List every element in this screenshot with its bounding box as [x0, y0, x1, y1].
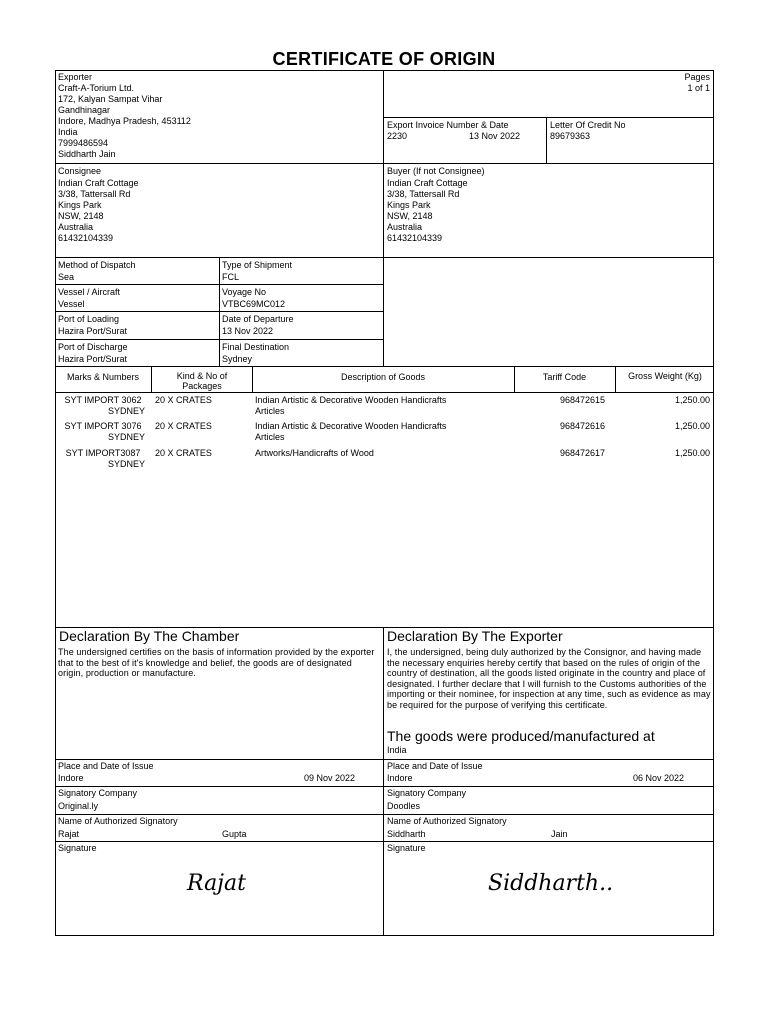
chamber-first-name: Rajat — [58, 829, 80, 839]
goods-col-4 — [615, 366, 616, 393]
produced-label: The goods were produced/manufactured at — [387, 728, 655, 744]
type-value: FCL — [222, 272, 240, 282]
document-title: CERTIFICATE OF ORIGIN — [272, 49, 496, 69]
chamber-signature-label: Signature — [58, 843, 97, 853]
exporter-company: Doodles — [387, 801, 421, 811]
credit-label: Letter Of Credit No — [550, 120, 626, 130]
buyer-label: Buyer (If not Consignee) — [387, 166, 485, 176]
invoice-date: 13 Nov 2022 — [469, 131, 521, 141]
divider-ship-col — [219, 257, 220, 367]
pages-value: 1 of 1 — [687, 83, 710, 93]
consignee-line-4: NSW, 2148 — [58, 211, 104, 221]
method-label: Method of Dispatch — [58, 260, 136, 270]
exporter-name-label: Name of Authorized Signatory — [387, 816, 507, 826]
goods-row-3-marks-city: SYDNEY — [108, 459, 146, 469]
invoice-number: 2230 — [387, 131, 408, 141]
departure-label: Date of Departure — [222, 314, 294, 324]
exporter-line-3: Gandhinagar — [58, 105, 111, 115]
buyer-line-3: Kings Park — [387, 200, 431, 210]
chamber-heading: Declaration By The Chamber — [59, 628, 240, 644]
discharge-value: Hazira Port/Surat — [58, 354, 128, 364]
exporter-line-6: 7999486594 — [58, 138, 109, 148]
consignee-line-2: 3/38, Tattersall Rd — [58, 189, 131, 199]
form-top-frame — [55, 70, 714, 367]
goods-row-2-kind: 20 X CRATES — [155, 421, 212, 431]
exporter-place: Indore — [387, 773, 413, 783]
buyer-line-6: 61432104339 — [387, 233, 443, 243]
goods-row-2-marks: SYT IMPORT 3076 — [64, 421, 142, 431]
vessel-value: Vessel — [58, 299, 85, 309]
exporter-line-4: Indore, Madhya Pradesh, 453112 — [58, 116, 191, 126]
goods-header-kind: Kind & No of Packages — [176, 371, 228, 391]
goods-row-3-weight: 1,250.00 — [674, 448, 710, 458]
consignee-label: Consignee — [58, 166, 102, 176]
voyage-label: Voyage No — [222, 287, 267, 297]
loading-value: Hazira Port/Surat — [58, 326, 128, 336]
exporter-decl-heading: Declaration By The Exporter — [387, 628, 563, 644]
pages-label: Pages — [684, 72, 710, 82]
exporter-line-1: Craft-A-Torium Ltd. — [58, 83, 135, 93]
goods-row-2-tariff: 968472616 — [560, 421, 606, 431]
exporter-last-name: Jain — [551, 829, 568, 839]
goods-header-desc: Description of Goods — [340, 372, 426, 382]
divider-invoice-credit — [546, 117, 547, 163]
exporter-line-5: India — [58, 127, 78, 137]
chamber-place: Indore — [58, 773, 84, 783]
buyer-line-4: NSW, 2148 — [387, 211, 433, 221]
discharge-label: Port of Discharge — [58, 342, 128, 352]
voyage-value: VTBC69MC012 — [222, 299, 286, 309]
destination-value: Sydney — [222, 354, 253, 364]
goods-row-1-kind: 20 X CRATES — [155, 395, 212, 405]
divider-place-top — [55, 759, 714, 760]
divider-company-top — [55, 786, 714, 787]
vessel-label: Vessel / Aircraft — [58, 287, 121, 297]
chamber-text: The undersigned certifies on the basis of information provided by the exporter that to the best of it's knowledge and belief, the goods are of designated origin, production or manufacture. — [58, 647, 375, 679]
method-value: Sea — [58, 272, 75, 282]
divider-invoice-top — [383, 117, 714, 118]
exporter-signature: Siddharth.. — [488, 871, 614, 896]
exporter-signature-label: Signature — [387, 843, 426, 853]
chamber-company: Original.ly — [58, 801, 99, 811]
departure-value: 13 Nov 2022 — [222, 326, 274, 336]
type-label: Type of Shipment — [222, 260, 293, 270]
consignee-line-1: Indian Craft Cottage — [58, 178, 139, 188]
goods-row-3-kind: 20 X CRATES — [155, 448, 212, 458]
exporter-decl-text: I, the undersigned, being duly authorized by the Consignor, and having made the necessary enquiries hereby certify that based on the rules of origin of the country of destination, all the goods listed originate in the country and place of designated. I further declare that I will furnish to the Customs authorities of the importing or their nominee, for inspection at any time, such as evidence as may be required for the purpose of verifying this certificate. — [387, 647, 711, 710]
exporter-label: Exporter — [58, 72, 93, 82]
goods-header-marks: Marks & Numbers — [66, 372, 139, 382]
consignee-line-5: Australia — [58, 222, 94, 232]
invoice-label: Export Invoice Number & Date — [387, 120, 509, 130]
consignee-line-3: Kings Park — [58, 200, 102, 210]
divider-shipping-top — [55, 257, 714, 258]
goods-row-3-tariff: 968472617 — [560, 448, 606, 458]
goods-row-2-weight: 1,250.00 — [674, 421, 710, 431]
goods-row-1-tariff: 968472615 — [560, 395, 606, 405]
goods-row-3-desc: Artworks/Handicrafts of Wood — [255, 448, 374, 458]
goods-row-1-weight: 1,250.00 — [674, 395, 710, 405]
exporter-date: 06 Nov 2022 — [633, 773, 685, 783]
exporter-line-2: 172, Kalyan Sampat Vihar — [58, 94, 163, 104]
goods-row-2-desc-2: Articles — [255, 432, 285, 442]
chamber-last-name: Gupta — [222, 829, 247, 839]
goods-row-2-desc: Indian Artistic & Decorative Wooden Handicrafts — [255, 421, 447, 431]
divider-consignee-top — [55, 163, 714, 164]
credit-value: 89679363 — [550, 131, 591, 141]
buyer-line-2: 3/38, Tattersall Rd — [387, 189, 460, 199]
chamber-company-label: Signatory Company — [58, 788, 138, 798]
goods-row-1-marks-city: SYDNEY — [108, 406, 146, 416]
exporter-company-label: Signatory Company — [387, 788, 467, 798]
declaration-vertical-divider — [383, 627, 384, 936]
top-vertical-divider — [383, 70, 384, 367]
goods-header-tariff: Tariff Code — [542, 372, 587, 382]
divider-signature-top — [55, 841, 714, 842]
buyer-line-5: Australia — [387, 222, 423, 232]
goods-header-weight: Gross Weight (Kg) — [628, 371, 702, 381]
divider-name-top — [55, 814, 714, 815]
goods-row-2-marks-city: SYDNEY — [108, 432, 146, 442]
chamber-signature: Rajat — [187, 871, 246, 896]
produced-value: India — [387, 745, 407, 755]
chamber-date: 09 Nov 2022 — [304, 773, 356, 783]
exporter-first-name: Siddharth — [387, 829, 426, 839]
buyer-line-1: Indian Craft Cottage — [387, 178, 468, 188]
goods-row-1-desc: Indian Artistic & Decorative Wooden Handicrafts — [255, 395, 447, 405]
chamber-name-label: Name of Authorized Signatory — [58, 816, 178, 826]
goods-row-1-marks: SYT IMPORT 3062 — [64, 395, 142, 405]
chamber-place-label: Place and Date of Issue — [58, 761, 154, 771]
exporter-place-label: Place and Date of Issue — [387, 761, 483, 771]
goods-col-1 — [151, 366, 152, 393]
goods-row-1-desc-2: Articles — [255, 406, 285, 416]
destination-label: Final Destination — [222, 342, 290, 352]
goods-row-3-marks: SYT IMPORT3087 — [65, 448, 141, 458]
consignee-line-6: 61432104339 — [58, 233, 114, 243]
loading-label: Port of Loading — [58, 314, 120, 324]
exporter-line-7: Siddharth Jain — [58, 149, 116, 159]
